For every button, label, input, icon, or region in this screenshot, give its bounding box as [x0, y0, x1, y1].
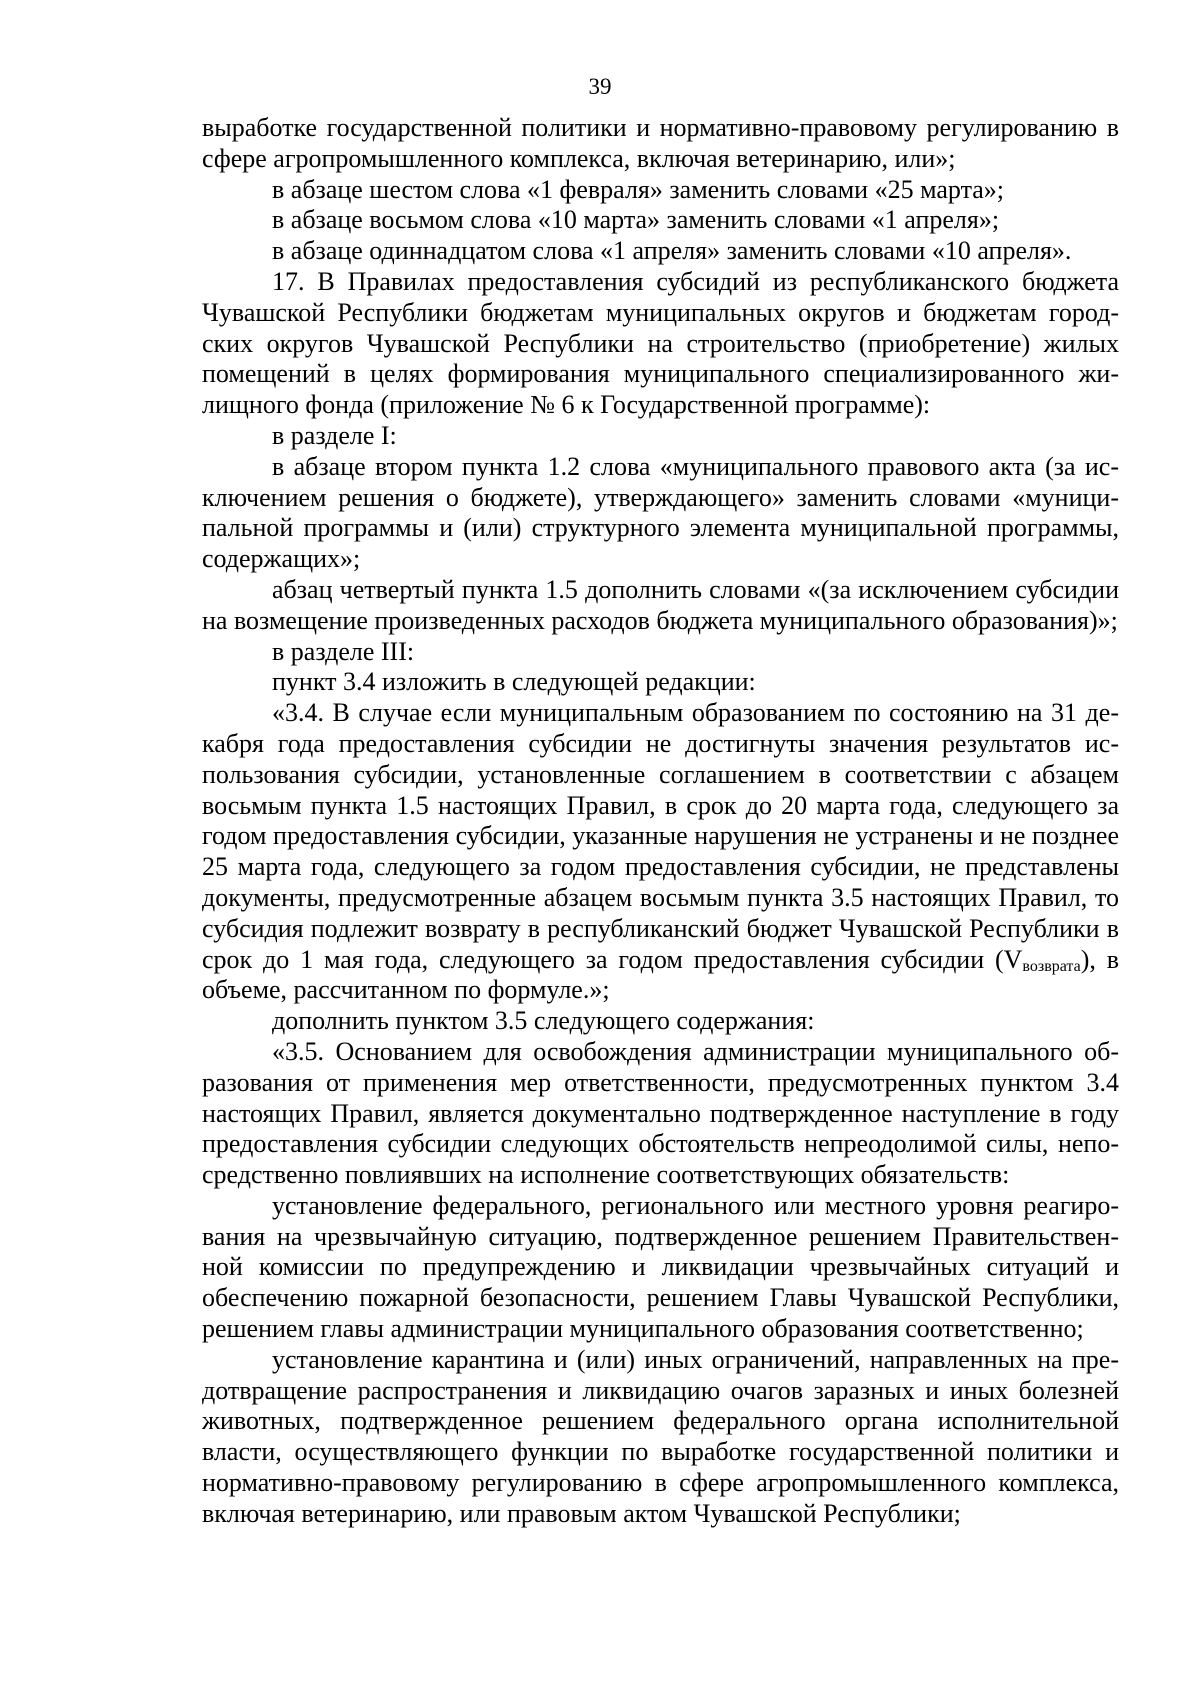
point-3-4-tail: ), в объеме, рассчитанном по формуле.»;	[202, 944, 1120, 1005]
paragraph-point-3-5-intro: дополнить пунктом 3.5 следующего содержания:	[272, 1006, 815, 1036]
paragraph-point-1-2: в абзаце втором пункта 1.2 слова «муниципального правового акта (за исключением решения о бюджете), утверждающего» заменить словами «муниципальной программы и (или) структурного элемента муниципальной программы, содержащих»;	[202, 451, 1119, 574]
page-number: 39	[588, 74, 612, 99]
paragraph-point-3-5: «3.5. Основанием для освобождения администрации муниципального образования от применения мер ответственности, предусмотренных пунктом 3.4 настоящих Правил, является документально подтвержденное наступление в году предоставления субсидии следующих обстоятельств непреодолимой силы, непосредственно повлиявших на исполнение соответствующих обязательств:	[202, 1036, 1119, 1190]
paragraph-point-3-4-intro: пункт 3.4 изложить в следующей редакции:	[272, 667, 756, 697]
paragraph-amend-8th: в абзаце восьмом слова «10 марта» заменить словами «1 апреля»;	[272, 205, 1000, 235]
paragraph-section-3: в разделе III:	[272, 636, 415, 666]
point-3-4-text: «3.4. В случае если муниципальным образованием по состоянию на 31 декабря года предоставления субсидии не достигнуты значения результатов использования субсидии, установленные соглашением в соответствии с абзацем восьмым пункта 1.5 настоящих Правил, в срок до 20 марта года, следующего за годом предоставления субсидии, указанные нарушения не устранены и не позднее 25 марта года, следующего за годом предоставления субсидии, не представлены документы, предусмотренные абзацем восьмым пункта 3.5 настоящих Правил, то субсидия подлежит возврату в республиканский бюджет Чувашской Республики в срок до 1 мая года, следующего за годом предоставления субсидии (V	[202, 698, 1119, 974]
paragraph-continuation: выработке государственной политики и нормативно-правовому регулированию в сфере агропромышленного комплекса, включая ветеринарию, или»;	[202, 113, 1119, 173]
paragraph-section-1: в разделе I:	[272, 420, 397, 450]
paragraph-amend-11th: в абзаце одиннадцатом слова «1 апреля» заменить словами «10 апреля».	[272, 236, 1072, 266]
paragraph-amend-6th: в абзаце шестом слова «1 февраля» заменить словами «25 марта»;	[272, 174, 1005, 204]
subscript-vozvrata: возврата	[1022, 957, 1081, 975]
paragraph-point-1-5: абзац четвертый пункта 1.5 дополнить словами «(за исключением субсидии на возмещение произведенных расходов бюджета муниципального образования)»;	[202, 574, 1119, 635]
paragraph-point-3-4	[202, 698, 1119, 1006]
paragraph-emergency: установление федерального, регионального или местного уровня реагирования на чрезвычайную ситуацию, подтвержденное решением Правительственной комиссии по предупреждению и ликвидации чрезвычайных ситуаций и обеспечению пожарной безопасности, решением Главы Чувашской Республики, решением главы администрации муниципального образования соответственно;	[202, 1190, 1119, 1344]
paragraph-item-17: 17. В Правилах предоставления субсидий из республиканского бюджета Чувашской Республики бюджетам муниципальных округов и бюджетам городских округов Чувашской Республики на строительство (приобретение) жилых помещений в целях формирования муниципального специализированного жилищного фонда (приложение № 6 к Государственной программе):	[202, 266, 1119, 420]
document-body	[202, 113, 1119, 1530]
paragraph-quarantine: установление карантина и (или) иных ограничений, направленных на предотвращение распространения и ликвидацию очагов заразных и иных болезней животных, подтвержденное решением федерального органа исполнительной власти, осуществляющего функции по выработке государственной политики и нормативно-правовому регулированию в сфере агропромышленного комплекса, включая ветеринарию, или правовым актом Чувашской Республики;	[202, 1344, 1119, 1528]
